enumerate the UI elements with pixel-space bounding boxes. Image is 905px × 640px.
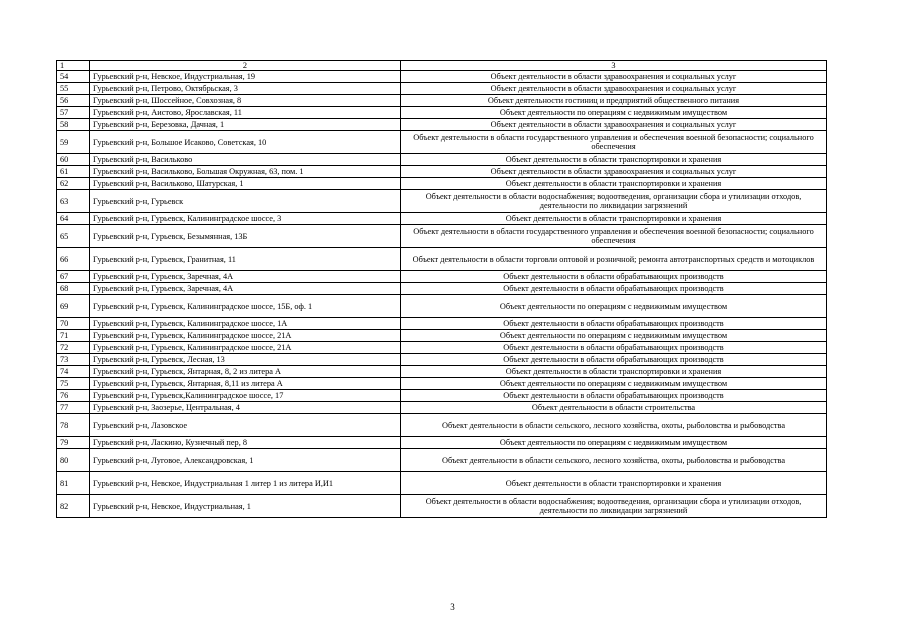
row-address: Гурьевский р-н, Гурьевск, Янтарная, 8,11 из литера А [90,378,401,390]
row-object-type: Объект деятельности по операциям с недвижимым имуществом [401,295,827,318]
row-object-type: Объект деятельности по операциям с недвижимым имуществом [401,107,827,119]
row-number: 62 [57,178,90,190]
row-address: Гурьевский р-н, Невское, Индустриальная, 19 [90,71,401,83]
row-object-type: Объект деятельности в области обрабатывающих производств [401,354,827,366]
row-number: 81 [57,472,90,495]
row-address: Гурьевский р-н, Васильково, Большая Окружная, 63, пом. 1 [90,166,401,178]
table-row [57,71,827,83]
row-object-type: Объект деятельности в области здравоохранения и социальных услуг [401,83,827,95]
row-object-type: Объект деятельности в области здравоохранения и социальных услуг [401,119,827,131]
table-row [57,283,827,295]
row-number: 71 [57,330,90,342]
row-number: 75 [57,378,90,390]
row-object-type: Объект деятельности в области обрабатывающих производств [401,342,827,354]
row-address: Гурьевский р-н, Петрово, Октябрьская, 3 [90,83,401,95]
row-object-type: Объект деятельности в области обрабатывающих производств [401,390,827,402]
row-number: 74 [57,366,90,378]
row-number: 77 [57,402,90,414]
row-number: 72 [57,342,90,354]
table-row [57,119,827,131]
row-object-type: Объект деятельности в области сельского, лесного хозяйства, охоты, рыболовства и рыбоводства [401,449,827,472]
row-address: Гурьевский р-н, Васильково [90,154,401,166]
row-object-type: Объект деятельности в области водоснабжения; водоотведения, организации сбора и утилизации отходов, деятельности по ликвидации загрязнений [401,190,827,213]
table-row [57,318,827,330]
table-row [57,414,827,437]
table-header-row [57,61,827,71]
row-number: 54 [57,71,90,83]
row-object-type: Объект деятельности по операциям с недвижимым имуществом [401,437,827,449]
row-address: Гурьевский р-н, Гурьевск, Заречная, 4А [90,271,401,283]
table-row [57,154,827,166]
table-row [57,495,827,518]
row-address: Гурьевский р-н, Гурьевск [90,190,401,213]
row-address: Гурьевский р-н, Васильково, Шатурская, 1 [90,178,401,190]
row-address: Гурьевский р-н, Гурьевск, Калининградское шоссе, 1А [90,318,401,330]
row-object-type: Объект деятельности в области сельского, лесного хозяйства, охоты, рыболовства и рыбоводства [401,414,827,437]
row-object-type: Объект деятельности в области транспортировки и хранения [401,154,827,166]
row-number: 80 [57,449,90,472]
row-number: 59 [57,131,90,154]
row-address: Гурьевский р-н, Гурьевск, Янтарная, 8, 2 из литера А [90,366,401,378]
table-row [57,213,827,225]
row-number: 57 [57,107,90,119]
table-row [57,437,827,449]
row-address: Гурьевский р-н, Ласкино, Кузнечный пер, 8 [90,437,401,449]
row-address: Гурьевский р-н, Гурьевск, Калининградское шоссе, 15Б, оф. 1 [90,295,401,318]
row-number: 60 [57,154,90,166]
table-row [57,449,827,472]
table-row [57,295,827,318]
row-address: Гурьевский р-н, Гурьевск, Гранитная, 11 [90,248,401,271]
table-row [57,402,827,414]
page-number: 3 [450,602,455,612]
row-number: 58 [57,119,90,131]
row-address: Гурьевский р-н, Шоссейное, Совхозная, 8 [90,95,401,107]
row-object-type: Объект деятельности гостиниц и предприятий общественного питания [401,95,827,107]
row-address: Гурьевский р-н, Лазовское [90,414,401,437]
row-number: 78 [57,414,90,437]
row-number: 79 [57,437,90,449]
table-row [57,83,827,95]
row-address: Гурьевский р-н, Березовка, Дачная, 1 [90,119,401,131]
row-object-type: Объект деятельности в области обрабатывающих производств [401,271,827,283]
row-object-type: Объект деятельности в области транспортировки и хранения [401,366,827,378]
row-address: Гурьевский р-н, Гурьевск, Лесная, 13 [90,354,401,366]
table-row [57,390,827,402]
row-number: 73 [57,354,90,366]
row-number: 61 [57,166,90,178]
row-address: Гурьевский р-н, Гурьевск, Безымянная, 13Б [90,225,401,248]
row-object-type: Объект деятельности в области торговли оптовой и розничной; ремонта автотранспортных средств и мотоциклов [401,248,827,271]
table-row [57,248,827,271]
row-object-type: Объект деятельности в области транспортировки и хранения [401,178,827,190]
objects-table [56,60,827,518]
row-object-type: Объект деятельности в области транспортировки и хранения [401,472,827,495]
row-address: Гурьевский р-н, Заозерье, Центральная, 4 [90,402,401,414]
header-col-3: 3 [401,61,827,71]
row-number: 55 [57,83,90,95]
table-row [57,107,827,119]
table-row [57,472,827,495]
row-number: 56 [57,95,90,107]
row-object-type: Объект деятельности в области обрабатывающих производств [401,318,827,330]
row-object-type: Объект деятельности в области здравоохранения и социальных услуг [401,166,827,178]
row-address: Гурьевский р-н, Луговое, Александровская, 1 [90,449,401,472]
row-object-type: Объект деятельности по операциям с недвижимым имуществом [401,378,827,390]
row-object-type: Объект деятельности по операциям с недвижимым имуществом [401,330,827,342]
objects-table-body [57,61,827,518]
row-address: Гурьевский р-н, Гурьевск,Калининградское шоссе, 17 [90,390,401,402]
row-address: Гурьевский р-н, Гурьевск, Калининградское шоссе, 21А [90,342,401,354]
row-number: 66 [57,248,90,271]
row-object-type: Объект деятельности в области здравоохранения и социальных услуг [401,71,827,83]
row-number: 69 [57,295,90,318]
header-col-1: 1 [57,61,90,71]
row-number: 65 [57,225,90,248]
table-row [57,354,827,366]
row-number: 82 [57,495,90,518]
row-number: 76 [57,390,90,402]
row-number: 68 [57,283,90,295]
table-row [57,178,827,190]
row-address: Гурьевский р-н, Большое Исаково, Советская, 10 [90,131,401,154]
row-object-type: Объект деятельности в области государственного управления и обеспечения военной безопасности; социального обеспечения [401,131,827,154]
row-address: Гурьевский р-н, Гурьевск, Калининградское шоссе, 3 [90,213,401,225]
row-address: Гурьевский р-н, Гурьевск, Калининградское шоссе, 21А [90,330,401,342]
table-row [57,271,827,283]
table-row [57,366,827,378]
row-object-type: Объект деятельности в области водоснабжения; водоотведения, организации сбора и утилизации отходов, деятельности по ликвидации загрязнений [401,495,827,518]
row-address: Гурьевский р-н, Невское, Индустриальная 1 литер 1 из литера И,И1 [90,472,401,495]
row-address: Гурьевский р-н, Невское, Индустриальная, 1 [90,495,401,518]
row-number: 63 [57,190,90,213]
row-number: 67 [57,271,90,283]
table-row [57,190,827,213]
table-row [57,166,827,178]
row-address: Гурьевский р-н, Гурьевск, Заречная, 4А [90,283,401,295]
table-row [57,225,827,248]
row-object-type: Объект деятельности в области строительства [401,402,827,414]
row-address: Гурьевский р-н, Аистово, Ярославская, 11 [90,107,401,119]
row-object-type: Объект деятельности в области транспортировки и хранения [401,213,827,225]
row-object-type: Объект деятельности в области обрабатывающих производств [401,283,827,295]
table-row [57,95,827,107]
table-row [57,378,827,390]
row-object-type: Объект деятельности в области государственного управления и обеспечения военной безопасности; социального обеспечения [401,225,827,248]
table-row [57,330,827,342]
table-row [57,342,827,354]
row-number: 70 [57,318,90,330]
header-col-2: 2 [90,61,401,71]
row-number: 64 [57,213,90,225]
table-row [57,131,827,154]
